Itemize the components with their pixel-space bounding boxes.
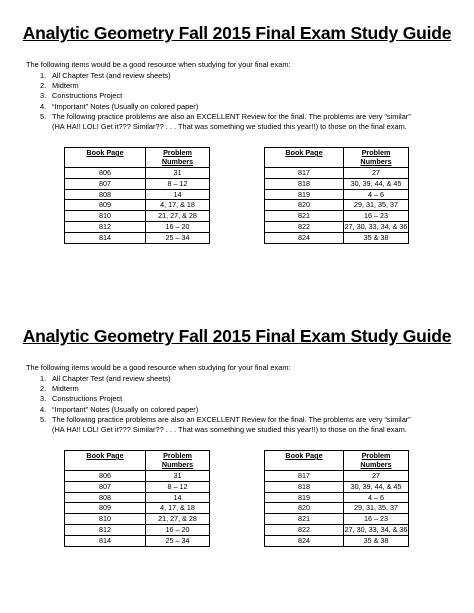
header-problem-numbers: Problem Numbers: [146, 148, 210, 168]
table-row: [265, 503, 409, 514]
header-book-page: Book Page: [265, 451, 344, 471]
table-row: [65, 211, 210, 222]
resource-list: [40, 374, 411, 435]
book-page-cell: 810: [65, 514, 146, 525]
book-page-cell: 807: [65, 481, 146, 492]
header-problem-numbers: Problem Numbers: [344, 451, 409, 471]
table-row: [65, 471, 210, 482]
problem-numbers-cell: 27: [344, 168, 409, 179]
table-row: [65, 168, 210, 179]
book-page-cell: 807: [65, 178, 146, 189]
book-page-cell: 810: [65, 211, 146, 222]
page-title: Analytic Geometry Fall 2015 Final Exam Study Guide: [22, 23, 452, 43]
header-book-page: Book Page: [265, 148, 344, 168]
book-page-cell: 822: [265, 524, 344, 535]
book-page-cell: 814: [65, 535, 146, 546]
book-page-cell: 812: [65, 221, 146, 232]
problem-numbers-cell: 16 – 23: [344, 514, 409, 525]
table-row: [65, 189, 210, 200]
problem-numbers-cell: 31: [146, 168, 210, 179]
problem-numbers-cell: 14: [146, 189, 210, 200]
problem-numbers-cell: 16 – 23: [344, 211, 409, 222]
problem-numbers-cell: 21, 27, & 28: [146, 211, 210, 222]
problem-numbers-cell: 27, 30, 33, 34, & 36: [344, 524, 408, 534]
book-page-cell: 806: [65, 471, 146, 482]
list-item: 5. The following practice problems are also an EXCELLENT Review for the final. The problems are very “similar”: [40, 414, 411, 424]
problems-table-left: [64, 147, 210, 244]
table-row: [265, 492, 409, 503]
book-page-cell: 814: [65, 232, 146, 243]
table-row: [65, 524, 210, 535]
book-page-cell: 819: [265, 189, 344, 200]
study-guide-copy-1: [0, 22, 474, 242]
table-row: [65, 514, 210, 525]
table-row: [65, 492, 210, 503]
list-item-continuation: (HA HA!! LOL! Get it??? Similar?? . . . That was something we studied this year!!) to those on the final exam.: [52, 122, 407, 132]
table-row: [65, 200, 210, 211]
book-page-cell: 817: [265, 471, 344, 482]
table-row: [65, 535, 210, 546]
problems-table-right: [264, 147, 409, 244]
table-row: [265, 221, 409, 232]
list-item: 4. “Important” Notes (Usually on colored paper): [40, 404, 199, 414]
book-page-cell: 808: [65, 189, 146, 200]
intro-text: The following items would be a good resource when studying for your final exam:: [26, 363, 291, 372]
list-item-continuation: (HA HA!! LOL! Get it??? Similar?? . . . That was something we studied this year!!) to those on the final exam.: [52, 425, 407, 435]
resource-list: [40, 71, 411, 132]
problem-numbers-cell: 16 – 20: [146, 221, 210, 232]
problem-numbers-cell: 29, 31, 35, 37: [344, 200, 409, 211]
list-item: 1. All Chapter Test (and review sheets): [40, 374, 171, 383]
study-guide-copy-2: [0, 325, 474, 545]
book-page-cell: 821: [265, 514, 344, 525]
table-row: [265, 471, 409, 482]
list-item: 1. All Chapter Test (and review sheets): [40, 71, 171, 80]
book-page-cell: 820: [265, 200, 344, 211]
list-item: 2. Midterm: [40, 384, 79, 394]
page-title: Analytic Geometry Fall 2015 Final Exam Study Guide: [22, 326, 452, 346]
problems-table-right: [264, 450, 409, 547]
problems-table-left: [64, 450, 210, 547]
problem-numbers-cell: 29, 31, 35, 37: [344, 503, 409, 514]
list-item: 4. “Important” Notes (Usually on colored paper): [40, 101, 199, 111]
book-page-cell: 806: [65, 168, 146, 179]
problem-numbers-cell: 8 – 12: [146, 481, 210, 492]
problem-numbers-cell: 25 – 34: [146, 232, 210, 243]
list-item: 3. Constructions Project: [40, 91, 123, 101]
list-item: 3. Constructions Project: [40, 394, 123, 404]
table-row: [265, 200, 409, 211]
book-page-cell: 817: [265, 168, 344, 179]
problem-numbers-cell: 27: [344, 471, 409, 482]
problem-numbers-cell: 21, 27, & 28: [146, 514, 210, 525]
problem-numbers-cell: 4 – 6: [344, 189, 409, 200]
intro-text: The following items would be a good resource when studying for your final exam:: [26, 60, 291, 69]
book-page-cell: 824: [265, 535, 344, 546]
table-row: [265, 168, 409, 179]
problem-numbers-cell: 4 – 6: [344, 492, 409, 503]
problem-numbers-cell: 27, 30, 33, 34, & 36: [344, 221, 408, 231]
table-row: [265, 232, 409, 243]
header-problem-numbers: Problem Numbers: [344, 148, 409, 168]
book-page-cell: 818: [265, 178, 344, 189]
header-book-page: Book Page: [65, 148, 146, 168]
table-row: [65, 503, 210, 514]
problem-numbers-cell: 35 & 38: [344, 232, 409, 243]
problem-numbers-cell: 30, 39, 44, & 45: [344, 178, 409, 189]
book-page-cell: 824: [265, 232, 344, 243]
table-row: [265, 514, 409, 525]
problem-numbers-cell: 4, 17, & 18: [146, 200, 210, 211]
problem-numbers-cell: 8 – 12: [146, 178, 210, 189]
table-row: [265, 178, 409, 189]
table-row: [65, 232, 210, 243]
table-row: [65, 221, 210, 232]
book-page-cell: 818: [265, 481, 344, 492]
book-page-cell: 819: [265, 492, 344, 503]
table-row: [265, 535, 409, 546]
header-book-page: Book Page: [65, 451, 146, 471]
book-page-cell: 809: [65, 200, 146, 211]
table-row: [265, 524, 409, 535]
table-row: [265, 211, 409, 222]
book-page-cell: 809: [65, 503, 146, 514]
problem-numbers-cell: 35 & 38: [344, 535, 409, 546]
problem-numbers-cell: 4, 17, & 18: [146, 503, 210, 514]
list-item: 2. Midterm: [40, 81, 79, 91]
book-page-cell: 812: [65, 524, 146, 535]
book-page-cell: 808: [65, 492, 146, 503]
problem-numbers-cell: 25 – 34: [146, 535, 210, 546]
problem-numbers-cell: 16 – 20: [146, 524, 210, 535]
problem-numbers-cell: 14: [146, 492, 210, 503]
problem-numbers-cell: 31: [146, 471, 210, 482]
table-row: [65, 481, 210, 492]
list-item: 5. The following practice problems are also an EXCELLENT Review for the final. The problems are very “similar”: [40, 111, 411, 121]
table-row: [265, 481, 409, 492]
book-page-cell: 822: [265, 221, 344, 232]
book-page-cell: 820: [265, 503, 344, 514]
header-problem-numbers: Problem Numbers: [146, 451, 210, 471]
table-row: [65, 178, 210, 189]
book-page-cell: 821: [265, 211, 344, 222]
table-row: [265, 189, 409, 200]
problem-numbers-cell: 30, 39, 44, & 45: [344, 481, 409, 492]
